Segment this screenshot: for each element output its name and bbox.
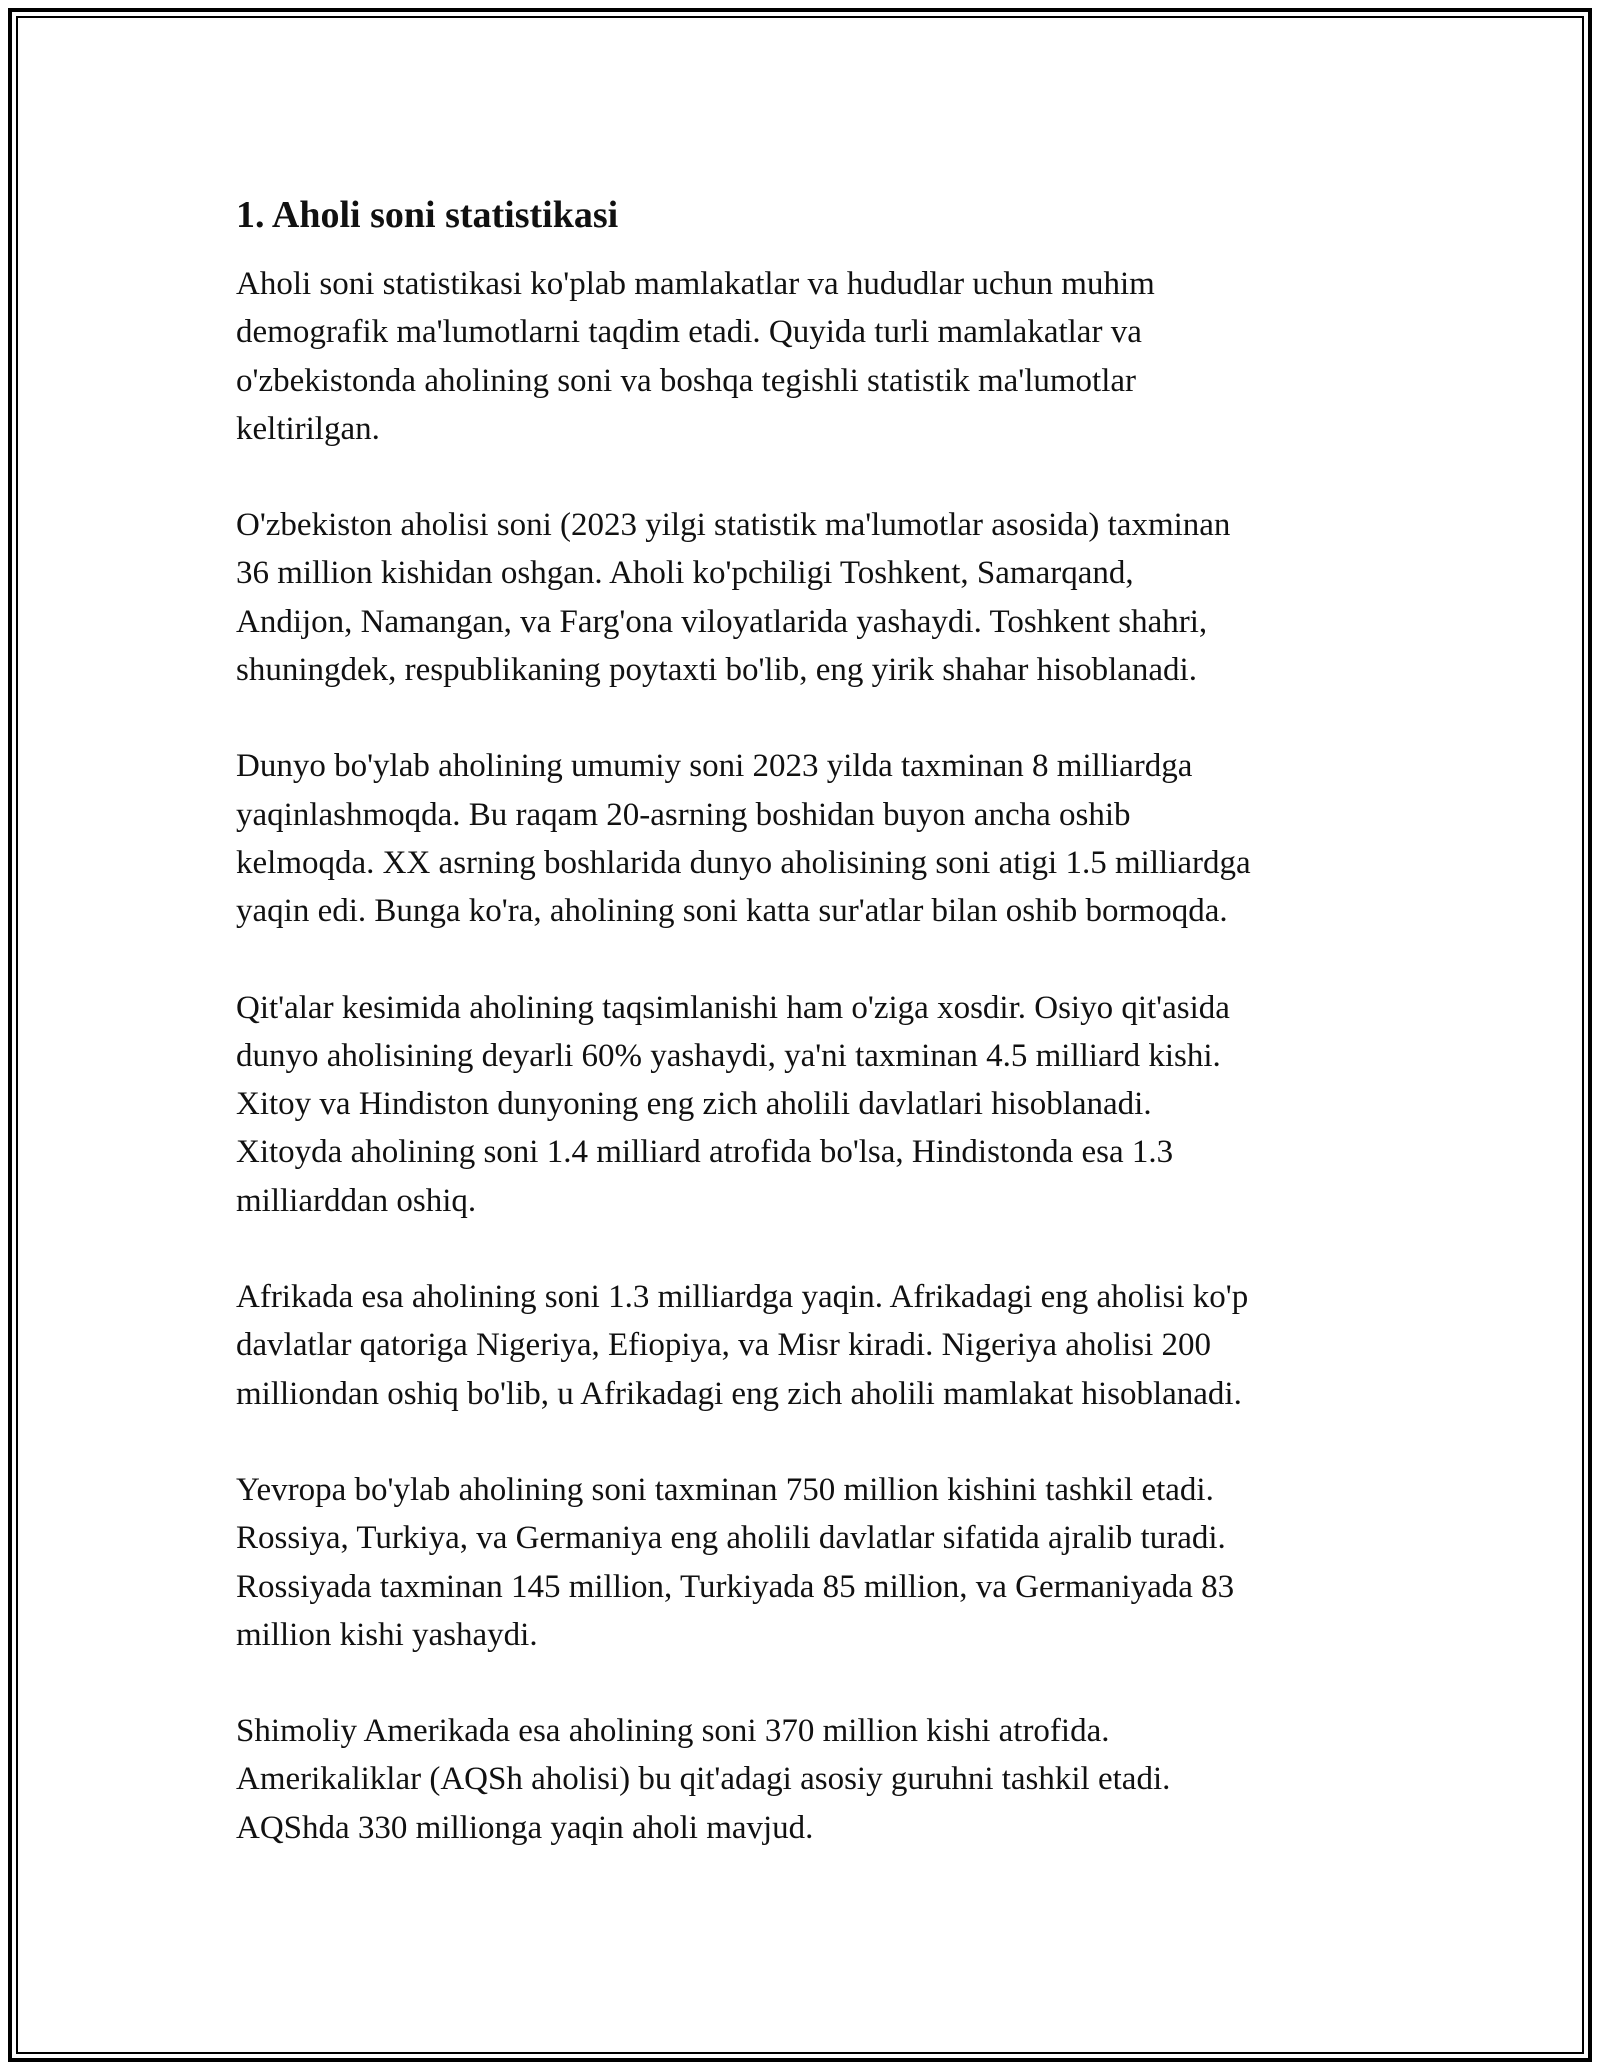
paragraph-world: Dunyo bo'ylab aholining umumiy soni 2023 yilda taxminan 8 milliardga yaqinlashmoqda. Bu raqam 20-asrning boshidan buyon ancha oshib kelmoqda. XX asrning boshlarida dunyo aholisining soni atigi 1.5 milliardga yaqin edi. Bunga ko'ra, aholining soni katta sur'atlar bilan oshib bormoqda. <box>236 748 1251 930</box>
paragraph-uzbekistan: O'zbekiston aholisi soni (2023 yilgi statistik ma'lumotlar asosida) taxminan 36 million kishidan oshgan. Aholi ko'pchiligi Toshkent, Samarqand, Andijon, Namangan, va Farg'ona viloyatlarida yashaydi. Toshkent shahri, shuningdek, respublikaning poytaxti bo'lib, eng yirik shahar hisoblanadi. <box>236 507 1231 689</box>
section-heading: 1. Aholi soni statistikasi <box>236 194 619 236</box>
paragraph-north-america: Shimoliy Amerikada esa aholining soni 370 million kishi atrofida. Amerikaliklar (AQSh aholisi) bu qit'adagi asosiy guruhni tashkil etadi. AQShda 330 millionga yaqin aholi mavjud. <box>236 1713 1171 1846</box>
paragraph-europe: Yevropa bo'ylab aholining soni taxminan 750 million kishini tashkil etadi. Rossiya, Turkiya, va Germaniya eng aholili davlatlar sifatida ajralib turadi. Rossiyada taxminan 145 million, Turkiyada 85 million, va Germaniyada 83 million kishi yashaydi. <box>236 1471 1235 1653</box>
document-body <box>236 190 1376 1900</box>
paragraph-asia: Qit'alar kesimida aholining taqsimlanishi ham o'ziga xosdir. Osiyo qit'asida dunyo aholisining deyarli 60% yashaydi, ya'ni taxminan 4.5 milliard kishi. Xitoy va Hindiston dunyoning eng zich aholili davlatlari hisoblanadi. Xitoyda aholining soni 1.4 milliard atrofida bo'lsa, Hindistonda esa 1.3 milliarddan oshiq. <box>236 989 1230 1219</box>
paragraph-intro: Aholi soni statistikasi ko'plab mamlakatlar va hududlar uchun muhim demografik ma'lumotlarni taqdim etadi. Quyida turli mamlakatlar va o'zbekistonda aholining soni va boshqa tegishli statistik ma'lumotlar keltirilgan. <box>236 266 1155 447</box>
paragraph-africa: Afrikada esa aholining soni 1.3 milliardga yaqin. Afrikadagi eng aholisi ko'p davlatlar qatoriga Nigeriya, Efiopiya, va Misr kiradi. Nigeriya aholisi 200 milliondan oshiq bo'lib, u Afrikadagi eng zich aholili mamlakat hisoblanadi. <box>236 1279 1249 1412</box>
